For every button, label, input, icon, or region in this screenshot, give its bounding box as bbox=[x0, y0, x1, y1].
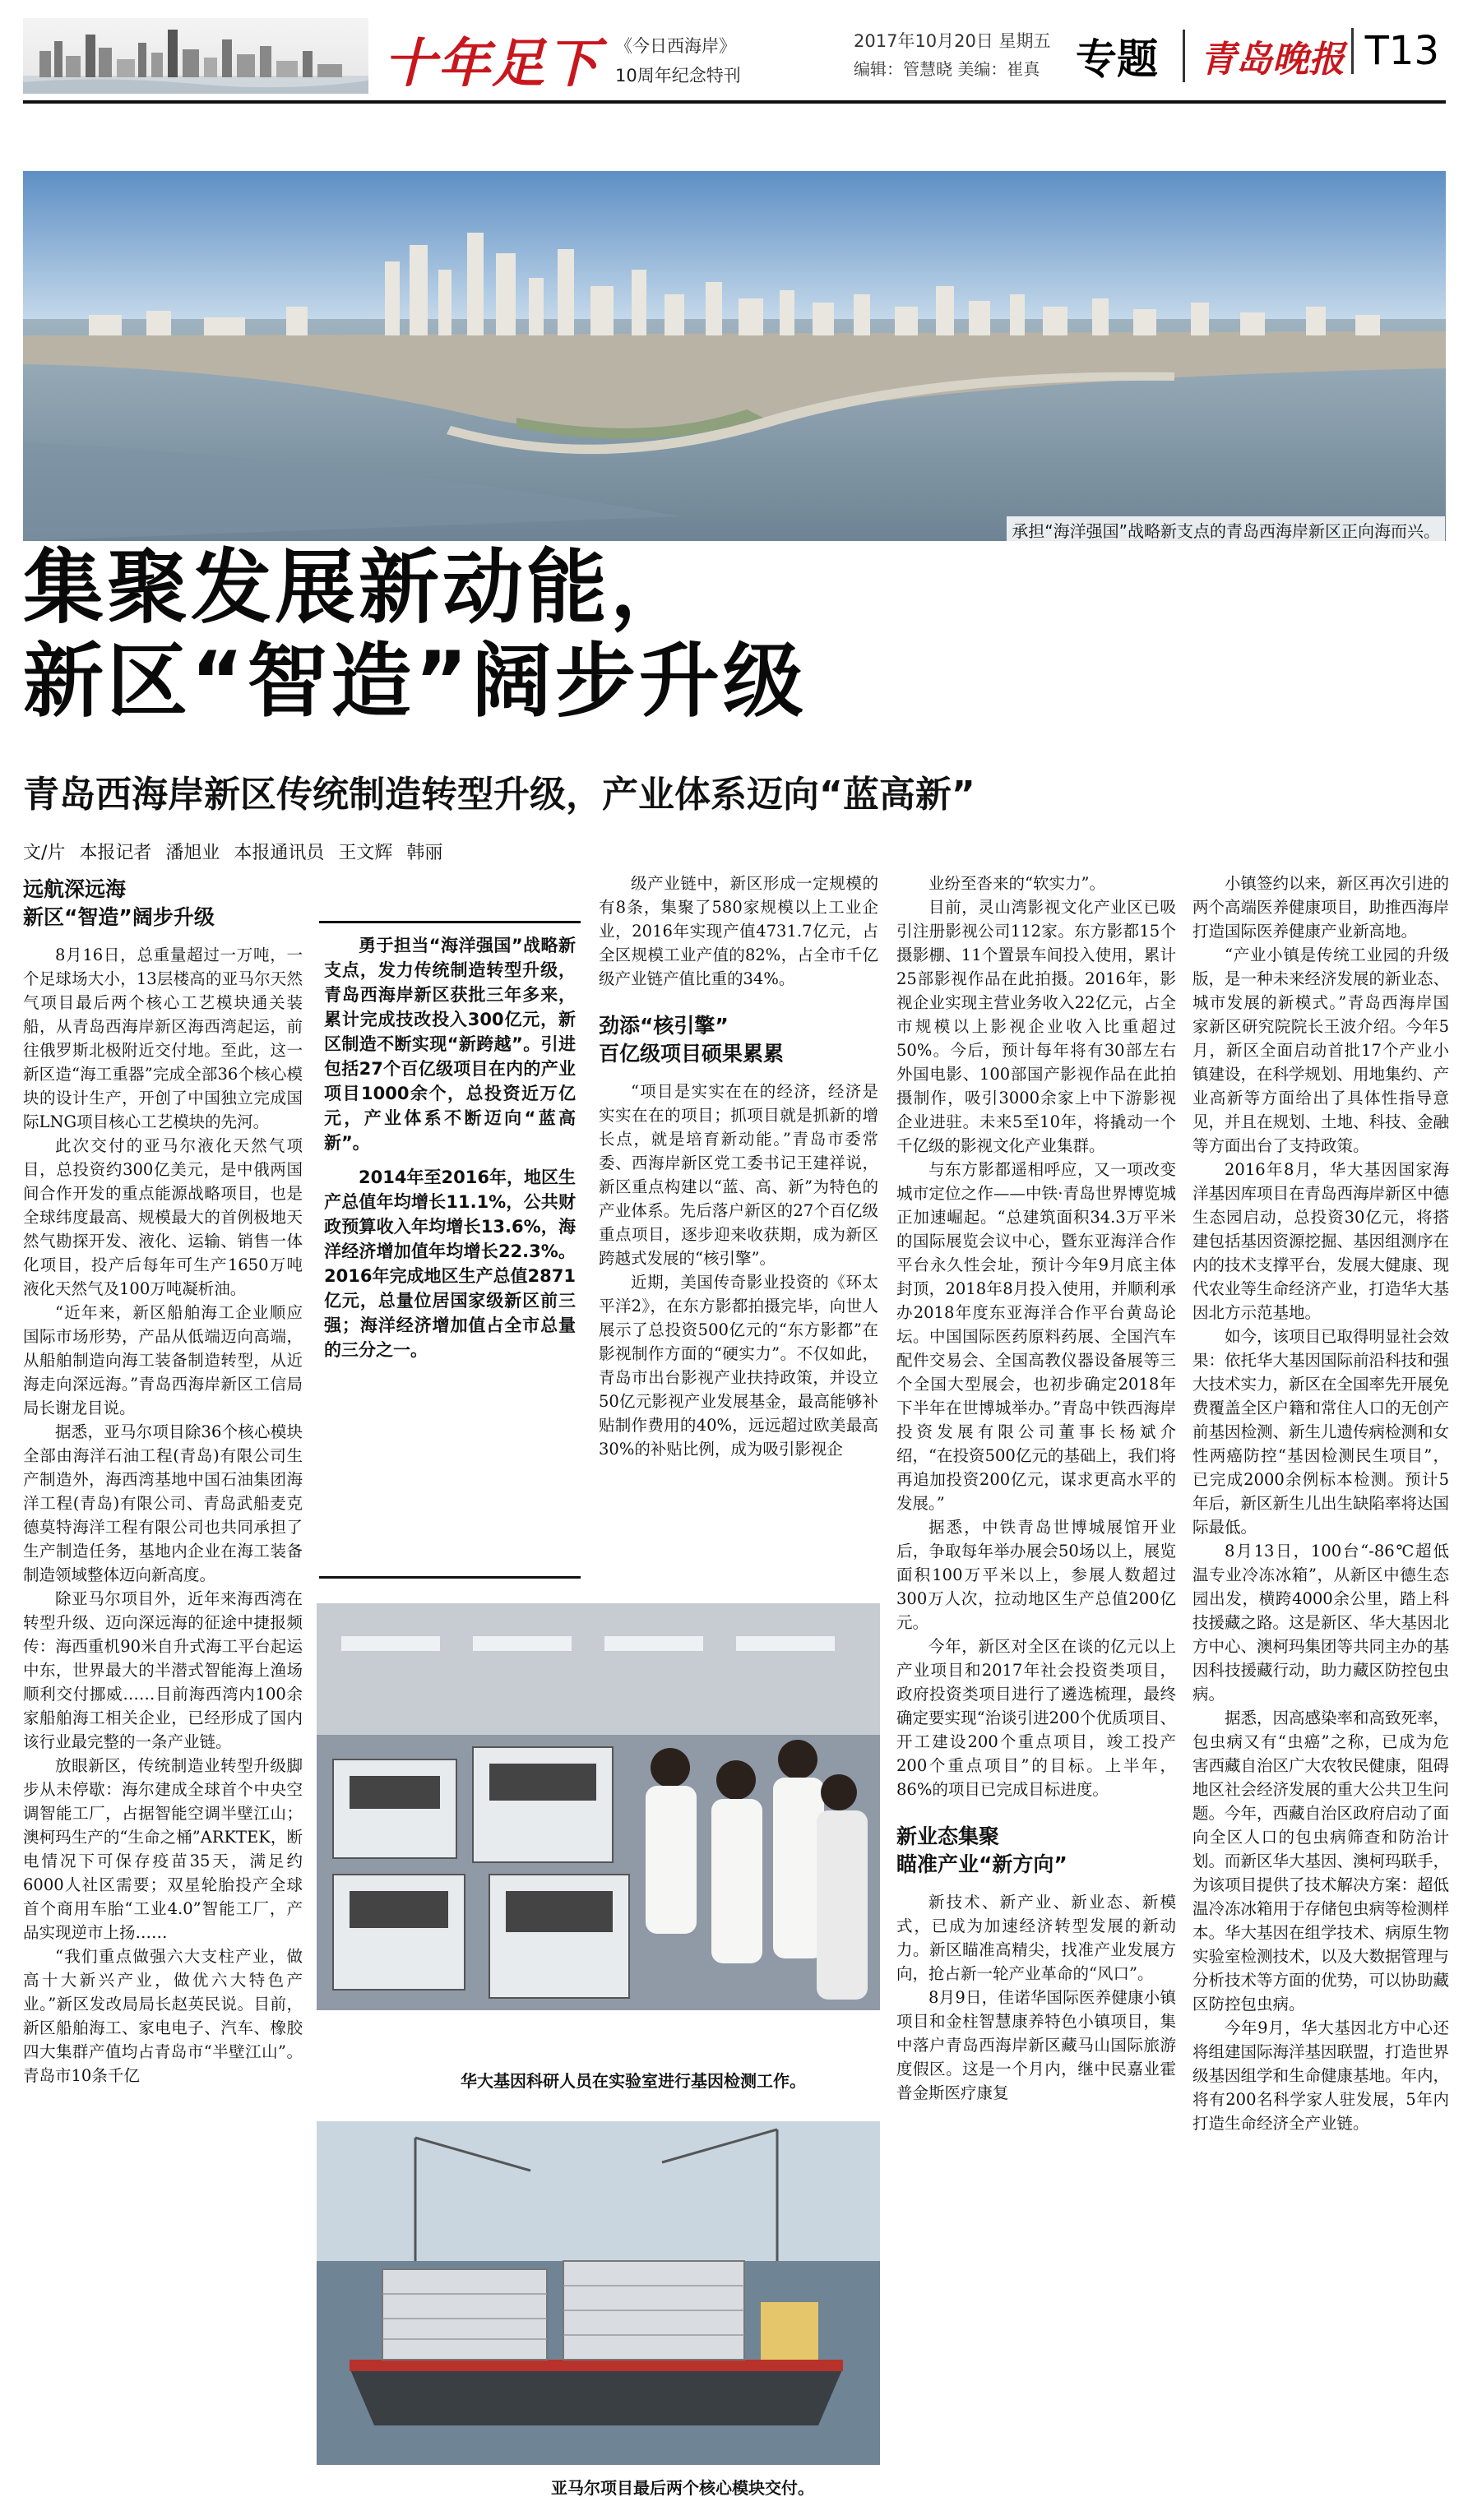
lab-photo-caption: 华大基因科研人员在实验室进行基因检测工作。 bbox=[461, 2071, 806, 2091]
page-number: T13 bbox=[1351, 28, 1439, 74]
section-title-3-line-2: 瞄准产业“新方向” bbox=[896, 1852, 1067, 1876]
masthead-rule bbox=[23, 100, 1446, 104]
paragraph: 近期，美国传奇影业投资的《环太平洋2》，在东方影都拍摄完毕，向世人展示了总投资500亿元的“东方影都”在影视制作方面的“硬实力”。不仅如此，青岛市出台影视产业扶持政策，并设立50亿元影视产业发展基金，最高能够补贴制作费用的40%，远远超过欧美最高30%的补贴比例，成为吸引影视企 bbox=[599, 1273, 878, 1459]
paragraph: 新技术、新产业、新业态、新模式，已成为加速经济转型发展的新动力。新区瞄准高精尖，找准产业发展方向，抢占新一轮产业革命的“风口”。 bbox=[896, 1893, 1176, 1983]
section-title-3 bbox=[896, 1823, 1176, 1879]
anniversary-line-2: 10周年纪念特刊 bbox=[615, 66, 741, 86]
section-title-1-line-2: 新区“智造”阔步升级 bbox=[23, 905, 215, 929]
paragraph: “项目是实实在在的经济，经济是实实在在的项目；抓项目就是抓新的增长点，就是培育新动能。”青岛市委常委、西海岸新区党工委书记王建祥说，新区重点构建以“蓝、高、新”为特色的产业体系。先后落户新区的27个百亿级重点项目，逐步迎来收获期，成为新区跨越式发展的“核引擎”。 bbox=[599, 1082, 878, 1268]
hero-photo-coastline bbox=[23, 171, 1446, 541]
paragraph: 今年，新区对全区在谈的亿元以上产业项目和2017年社会投资类项目，政府投资类项目进行了遴选梳理，最终确定要实现“治谈引进200个优质项目、开工建设200个重点项目，竣工投产200个重点项目”的目标。上半年，86%的项目已完成目标进度。 bbox=[896, 1637, 1176, 1799]
paragraph: 据悉，亚马尔项目除36个核心模块全部由海洋石油工程(青岛)有限公司生产制造外，海西湾基地中国石油集团海洋工程(青岛)有限公司、青岛武船麦克德莫特海洋工程有限公司也共同承担了生产制造任务，基地内企业在海工装备制造领域整体迈向新高度。 bbox=[23, 1422, 303, 1584]
masthead-brand bbox=[368, 18, 615, 94]
paragraph: 放眼新区，传统制造业转型升级脚步从未停歇：海尔建成全球首个中央空调智能工厂，占据智能空调半壁江山；澳柯玛生产的“生命之桶”ARKTEK，断电情况下可保存疫苗35天，满足约6000人社区需要；双星轮胎投产全球首个商用车胎“工业4.0”智能工厂，产品实现逆市上扬…… bbox=[23, 1756, 303, 1942]
hero-caption: 承担“海洋强国”战略新支点的青岛西海岸新区正向海而兴。 bbox=[1007, 516, 1445, 543]
paragraph: 除亚马尔项目外，近年来海西湾在转型升级、迈向深远海的征途中捷报频传：海西重机90米自升式海工平台起运中东，世界最大的半潜式智能海上渔场顺利交付挪威……目前海西湾内100余家船舶海工相关企业，已经形成了国内该行业最完整的一条产业链。 bbox=[23, 1589, 303, 1751]
newspaper-logo: 青岛晚报 bbox=[1183, 30, 1345, 82]
byline: 文/片 本报记者 潘旭业 本报通讯员 王文辉 韩丽 bbox=[23, 843, 443, 863]
anniversary-line-1: 《今日西海岸》 bbox=[615, 36, 736, 56]
callout-paragraph-1: 勇于担当“海洋强国”战略新支点，发力传统制造转型升级，青岛西海岸新区获批三年多来，累计完成技改投入300亿元，新区制造不断实现“新跨越”。引进包括27个百亿级项目在内的产业项目1000余个，总投资近万亿元，产业体系不断迈向“蓝高新”。 bbox=[324, 936, 576, 1153]
editors-credit: 编辑：管慧晓 美编：崔真 bbox=[854, 59, 1040, 79]
paragraph: 2016年8月，华大基因国家海洋基因库项目在青岛西海岸新区中德生态园启动，总投资30亿元，将搭建包括基因资源挖掘、基因组测序在内的技术支撑平台，发展大健康、现代农业等生命经济产业，打造华大基因北方示范基地。 bbox=[1192, 1160, 1449, 1322]
paragraph: 今年9月，华大基因北方中心还将组建国际海洋基因联盟，打造世界级基因组学和生命健康基地。年内，将有200名科学家人驻发展，5年内打造生命经济全产业链。 bbox=[1192, 2018, 1449, 2133]
masthead-info bbox=[821, 18, 1446, 94]
callout-paragraph-2: 2014年至2016年，地区生产总值年均增长11.1%，公共财政预算收入年均增长13.6%，海洋经济增加值年均增长22.3%。2016年完成地区生产总值2871亿元，总量位居国家级新区前三强；海洋经济增加值占全市总量的三分之一。 bbox=[324, 1168, 576, 1360]
section-title-3-line-1: 新业态集聚 bbox=[896, 1824, 1000, 1848]
section-title-1-line-1: 远航深远海 bbox=[23, 877, 127, 901]
section-title-2-line-2: 百亿级项目硕果累累 bbox=[599, 1042, 785, 1066]
headline-line-1: 集聚发展新动能， bbox=[23, 541, 695, 635]
paragraph: 据悉，因高感染率和高致死率，包虫病又有“虫癌”之称，已成为危害西藏自治区广大农牧民健康，阻碍地区社会经济发展的重大公共卫生问题。今年，西藏自治区政府启动了面向全区人口的包虫病筛查和防治计划。而新区华大基因、澳柯玛联手，为该项目提供了技术解决方案：超低温冷冻冰箱用于存储包虫病等检测样本。华大基因在组学技术、病原生物实验室检测技术，以及大数据管理与分析技术等方面的优势，可以协助藏区防控包虫病。 bbox=[1192, 1709, 1449, 2014]
headline bbox=[23, 543, 1446, 730]
masthead bbox=[23, 18, 1446, 109]
paragraph: “产业小镇是传统工业园的升级版，是一种未来经济发展的新业态、城市发展的新模式。”青岛西海岸国家新区研究院院长王波介绍。今年5月，新区全面启动首批17个产业小镇建设，在科学规划、用地集约、产业高新等方面给出了具体性指导意见，并且在规划、土地、科技、金融等方面出台了支持政策。 bbox=[1192, 946, 1449, 1155]
section-title-2-line-1: 劲添“核引擎” bbox=[599, 1014, 729, 1038]
headline-line-2: 新区“智造”阔步升级 bbox=[23, 635, 807, 728]
section-title-1 bbox=[23, 876, 303, 932]
paragraph: 此次交付的亚马尔液化天然气项目，总投资约300亿美元，是中俄两国间合作开发的重点能源战略项目，也是全球纬度最高、规模最大的首例极地天然气勘探开发、液化、运输、销售一体化项目，投产后每年可生产1650万吨液化天然气及100万吨凝析油。 bbox=[23, 1136, 303, 1298]
section-label: 专题 bbox=[1076, 35, 1158, 83]
ship-modules-photo bbox=[317, 2121, 880, 2465]
issue-date: 2017年10月20日 星期五 bbox=[854, 31, 1051, 51]
article-column-4 bbox=[1192, 872, 1449, 2483]
paragraph: “我们重点做强六大支柱产业，做高十大新兴产业，做优六大特色产业。”新区发改局局长赵英民说。目前，新区船舶海工、家电电子、汽车、橡胶四大集群产值均占青岛市“半壁江山”。青岛市10条千亿 bbox=[23, 1947, 303, 2085]
paragraph: 小镇签约以来，新区再次引进的两个高端医养健康项目，助推西海岸打造国际医养健康产业新高地。 bbox=[1192, 874, 1449, 941]
article-column-2 bbox=[599, 872, 878, 1461]
article-column-1 bbox=[23, 876, 303, 2088]
paragraph: 业纷至沓来的“软实力”。 bbox=[928, 874, 1105, 893]
article-column-3 bbox=[896, 872, 1176, 2475]
section-title-2 bbox=[599, 1012, 878, 1068]
paragraph: 与东方影都遥相呼应，又一项改变城市定位之作——中铁·青岛世界博览城正加速崛起。“总建筑面积34.3万平米的国际展览会议中心，暨东亚海洋合作平台永久性会址，预计今年9月底主体封顶，2018年8月投入使用，并顺利承办2018年度东亚海洋合作平台黄岛论坛。中国国际医药原料药展、全国汽车配件交易会、全国高教仪器设备展等三个全国大型展会，也初步确定2018年下半年在世博城举办。”青岛中铁西海岸投资发展有限公司董事长杨斌介绍，“在投资500亿元的基础上，我们将再追加投资200亿元，谋求更高水平的发展。” bbox=[896, 1160, 1176, 1513]
summary-callout bbox=[319, 921, 581, 1579]
paragraph: 8月16日，总重量超过一万吨，一个足球场大小，13层楼高的亚马尔天然气项目最后两个核心工艺模块通关装船，从青岛西海岸新区海西湾起运，前往俄罗斯北极附近交付地。至此，这一新区造“海工重器”完成全部36个核心模块的设计生产，开创了中国独立完成国际LNG项目核心工艺模块的先河。 bbox=[23, 946, 303, 1131]
brand-title: 十年足下 bbox=[383, 33, 600, 95]
ship-photo-caption: 亚马尔项目最后两个核心模块交付。 bbox=[551, 2478, 814, 2498]
paragraph: 级产业链中，新区形成一定规模的有8条，集聚了580家规模以上工业企业，2016年实现产值4731.7亿元，占全区规模工业产值的82%，占全市千亿级产业链产值比重的34%。 bbox=[599, 874, 878, 988]
paragraph: 目前，灵山湾影视文化产业区已吸引注册影视公司112家。东方影都15个摄影棚、11个置景车间投入使用，累计25部影视作品在此拍摄。2016年，影视企业实现主营业务收入22亿元，占全市规模以上影视企业收入比重超过50%。今后，预计每年将有30部左右外国电影、100部国产影视作品在此拍摄制作，吸引3000余家上中下游影视企业进驻。未来5至10年，将撬动一个千亿级的影视文化产业集群。 bbox=[896, 898, 1176, 1155]
paragraph: 据悉，中铁青岛世博城展馆开业后，争取每年举办展会50场以上，展览面积100万平米以上，参展人数超过300万人次，拉动地区生产总值200亿元。 bbox=[896, 1518, 1176, 1632]
lab-photo bbox=[317, 1603, 880, 2010]
paragraph: “近年来，新区船舶海工企业顺应国际市场形势，产品从低端迈向高端，从船舶制造向海工装备制造转型，从近海走向深远海。”青岛西海岸新区工信局局长谢龙目说。 bbox=[23, 1303, 303, 1417]
paragraph: 8月9日，佳诺华国际医养健康小镇项目和金柱智慧康养特色小镇项目，集中落户青岛西海岸新区藏马山国际旅游度假区。这是一个月内，继中民嘉业霍普金斯医疗康复 bbox=[896, 1988, 1176, 2102]
subheadline: 青岛西海岸新区传统制造转型升级，产业体系迈向“蓝高新” bbox=[23, 774, 975, 816]
masthead-skyline-graphic bbox=[23, 18, 368, 94]
paragraph: 如今，该项目已取得明显社会效果：依托华大基因国际前沿科技和强大技术实力，新区在全国率先开展免费覆盖全区户籍和常住人口的无创产前基因检测、新生儿遗传病检测和女性两癌防控“基因检测民生项目”，已完成2000余例标本检测。预计5年后，新区新生儿出生缺陷率将达国际最低。 bbox=[1192, 1327, 1449, 1537]
paragraph: 8月13日，100台“-86℃超低温专业冷冻冰箱”，从新区中德生态园出发，横跨4000余公里，踏上科技援藏之路。这是新区、华大基因北方中心、澳柯玛集团等共同主办的基因科技援藏行动，助力藏区防控包虫病。 bbox=[1192, 1542, 1449, 1704]
